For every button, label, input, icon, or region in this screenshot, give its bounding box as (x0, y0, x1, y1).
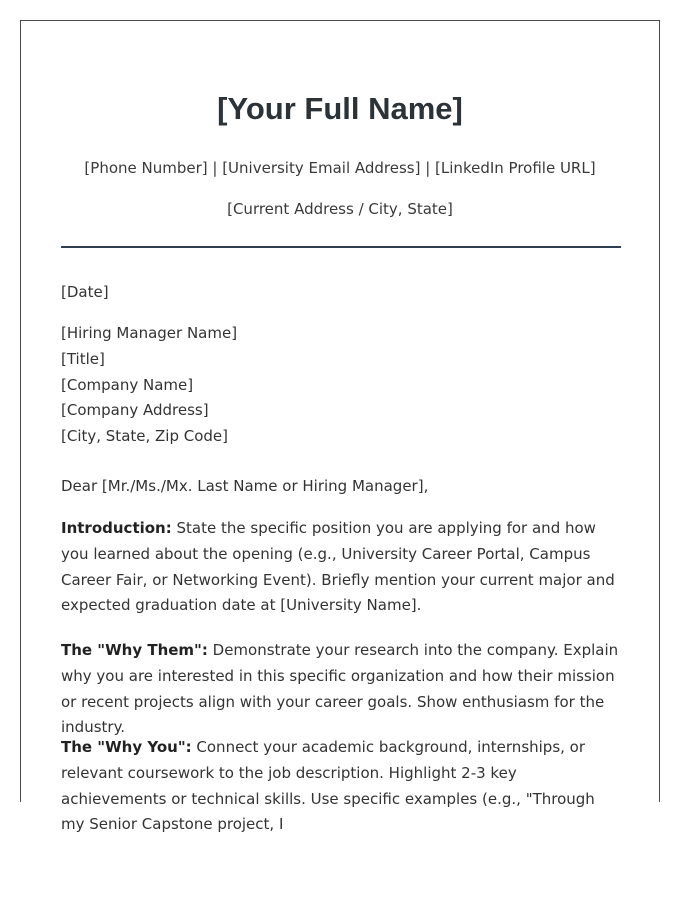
recipient-name: [Hiring Manager Name] (61, 324, 238, 342)
paragraph-why-them (61, 638, 623, 741)
paragraph-heading: The "Why Them": (61, 641, 208, 659)
paragraph-text: Demonstrate your research into the company. Explain why you are interested in this specific organization and how their mission or recent projects align with your career goals. Show enthusiasm for the industry. (61, 641, 619, 737)
paragraph-text: State the specific position you are applying for and how you learned about the opening (e.g., University Career Portal, Campus Career Fair, or Networking Event). Briefly mention your current major and expected graduation date at [University Name]. (61, 519, 615, 615)
paragraph-heading: Introduction: (61, 519, 172, 537)
paragraph-heading: The "Why You": (61, 738, 192, 756)
paragraph-text: Connect your academic background, internships, or relevant coursework to the job description. Highlight 2-3 key achievements or technical skills. Use specific examples (e.g., "Through my Senior Capstone project, I (61, 738, 595, 834)
paragraph-why-you (61, 735, 623, 838)
contact-info-line: [Phone Number] | [University Email Address] | [LinkedIn Profile URL] (84, 159, 596, 177)
recipient-title: [Title] (61, 349, 105, 368)
recipient-company-address: [Company Address] (61, 401, 209, 420)
paragraph-introduction (61, 516, 623, 619)
letter-page (20, 20, 660, 834)
letter-date: [Date] (61, 283, 109, 301)
address-line: [Current Address / City, State] (227, 200, 453, 218)
recipient-company: [Company Name] (61, 375, 194, 394)
salutation: Dear [Mr./Ms./Mx. Last Name or Hiring Manager], (61, 477, 429, 495)
recipient-address-block (61, 321, 623, 450)
recipient-city-state-zip: [City, State, Zip Code] (61, 427, 229, 446)
header-divider (61, 246, 621, 248)
applicant-name: [Your Full Name] (217, 91, 463, 126)
